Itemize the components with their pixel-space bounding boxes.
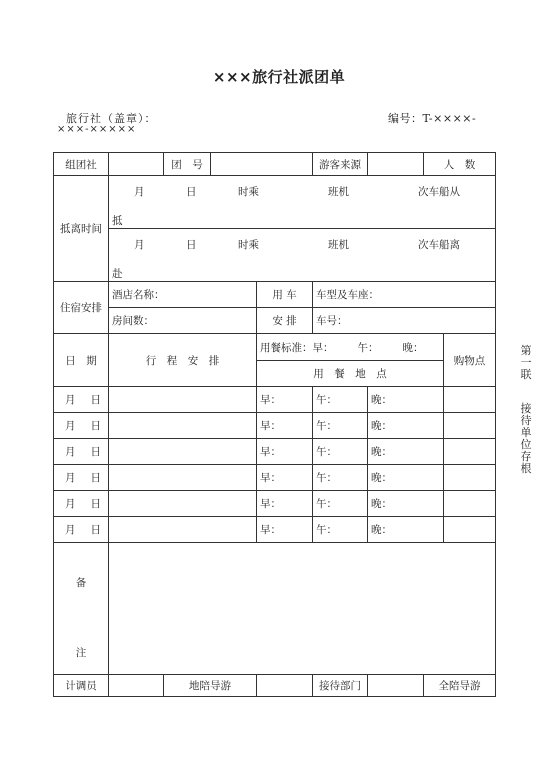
remarks-label-cell: [54, 543, 109, 675]
header-row: [54, 153, 496, 176]
room-count-label: 房间数：: [112, 315, 154, 327]
departure-time: 时乘: [238, 239, 259, 251]
row-month: 月: [65, 498, 76, 510]
footer-row: [54, 675, 496, 697]
arrival-departure-label: 抵离时间: [54, 176, 109, 282]
itinerary-row: [54, 387, 496, 413]
meal-standard-label: 用餐标准：: [260, 341, 313, 354]
form-title: ×××旅行社派团单: [212, 68, 346, 86]
row-shopping[interactable]: [444, 517, 496, 543]
row-shopping[interactable]: [444, 413, 496, 439]
row-breakfast[interactable]: 早：: [257, 517, 313, 543]
hotel-name-label: 酒店名称：: [112, 289, 165, 301]
car-model-label: 车型及车座：: [316, 289, 379, 301]
row-day: 日: [90, 498, 101, 510]
tourist-source-label: 游客来源: [313, 153, 368, 176]
row-month: 月: [65, 472, 76, 484]
row-dinner[interactable]: 晚：: [368, 491, 444, 517]
row-date[interactable]: [54, 465, 109, 491]
row-date[interactable]: [54, 517, 109, 543]
row-lunch[interactable]: 午：: [313, 387, 368, 413]
row-lunch[interactable]: 午：: [313, 413, 368, 439]
row-breakfast[interactable]: 早：: [257, 439, 313, 465]
row-shopping[interactable]: [444, 491, 496, 517]
row-lunch[interactable]: 午：: [313, 491, 368, 517]
remarks-field[interactable]: [109, 543, 496, 675]
local-guide-field[interactable]: [257, 675, 313, 697]
arrival-time: 时乘: [238, 186, 259, 198]
departure-flight: 班机: [328, 239, 349, 251]
row-shopping[interactable]: [444, 465, 496, 491]
meal-place-header: 用 餐 地 点: [257, 361, 444, 387]
serial-number-label: 编号：T-××××-: [388, 112, 477, 125]
departure-vehicle: 次车船离: [418, 239, 460, 251]
row-month: 月: [65, 420, 76, 432]
car-use-label-2: 安 排: [257, 308, 313, 334]
room-count-field[interactable]: [109, 308, 257, 334]
row-breakfast[interactable]: 早：: [257, 491, 313, 517]
remarks-row: [54, 543, 496, 675]
copy-part-note: 第一联: [520, 344, 532, 381]
reception-dept-label: 接待部门: [313, 675, 368, 697]
row-itinerary[interactable]: [109, 439, 257, 465]
group-number-label: 团 号: [164, 153, 211, 176]
row-month: 月: [65, 394, 76, 406]
row-dinner[interactable]: 晚：: [368, 413, 444, 439]
lodging-label: 住宿安排: [54, 282, 109, 334]
row-shopping[interactable]: [444, 387, 496, 413]
depart-label: 赴: [112, 268, 123, 280]
plate-field[interactable]: [313, 308, 496, 334]
dispatcher-label: 计调员: [54, 675, 109, 697]
row-day: 日: [90, 420, 101, 432]
departure-row: [54, 229, 496, 282]
arrival-vehicle: 次车船从: [418, 186, 460, 198]
agency-seal-label: 旅行社（盖章）：: [66, 112, 157, 125]
row-shopping[interactable]: [444, 439, 496, 465]
arrival-month: 月: [134, 186, 145, 198]
itinerary-row: [54, 517, 496, 543]
reception-dept-field[interactable]: [368, 675, 424, 697]
itinerary-header-row-1: [54, 334, 496, 361]
row-date[interactable]: [54, 491, 109, 517]
group-number-field[interactable]: [211, 153, 313, 176]
date-header: 日 期: [54, 334, 109, 387]
car-model-field[interactable]: [313, 282, 496, 308]
meal-standard-dinner: 晚：: [402, 341, 424, 354]
arrival-field[interactable]: [109, 176, 496, 229]
itinerary-row: [54, 465, 496, 491]
arrival-row: [54, 176, 496, 229]
departure-field[interactable]: [109, 229, 496, 282]
row-itinerary[interactable]: [109, 387, 257, 413]
row-day: 日: [90, 394, 101, 406]
meal-standard-cell: [257, 334, 444, 361]
row-itinerary[interactable]: [109, 517, 257, 543]
copy-purpose-note: 接待单位存根: [520, 402, 532, 475]
meal-standard-breakfast: 早：: [312, 341, 334, 354]
tour-leader-label: 全陪导游: [424, 675, 496, 697]
lodging-row-1: [54, 282, 496, 308]
row-lunch[interactable]: 午：: [313, 439, 368, 465]
tourist-source-field[interactable]: [368, 153, 424, 176]
row-lunch[interactable]: 午：: [313, 517, 368, 543]
arrive-label: 抵: [112, 215, 123, 227]
row-dinner[interactable]: 晚：: [368, 465, 444, 491]
departure-day: 日: [186, 239, 197, 251]
row-month: 月: [65, 524, 76, 536]
shopping-header: 购物点: [444, 334, 496, 387]
itinerary-row: [54, 413, 496, 439]
row-breakfast[interactable]: 早：: [257, 413, 313, 439]
row-dinner[interactable]: 晚：: [368, 387, 444, 413]
dispatch-form-table: [53, 152, 496, 697]
row-breakfast[interactable]: 早：: [257, 387, 313, 413]
row-date[interactable]: [54, 413, 109, 439]
itinerary-row: [54, 491, 496, 517]
row-day: 日: [90, 446, 101, 458]
plate-label: 车号：: [316, 315, 348, 327]
meal-standard-lunch: 午：: [357, 341, 379, 354]
departure-month: 月: [134, 239, 145, 251]
group-agency-label: 组团社: [54, 153, 109, 176]
hotel-name-field[interactable]: [109, 282, 257, 308]
row-breakfast[interactable]: 早：: [257, 465, 313, 491]
group-agency-field[interactable]: [109, 153, 164, 176]
row-day: 日: [90, 524, 101, 536]
remarks-label-bottom: 注: [75, 646, 87, 659]
itinerary-header: 行 程 安 排: [109, 334, 257, 387]
row-month: 月: [65, 446, 76, 458]
local-guide-label: 地陪导游: [164, 675, 257, 697]
row-itinerary[interactable]: [109, 465, 257, 491]
row-lunch[interactable]: 午：: [313, 465, 368, 491]
car-use-label-1: 用 车: [257, 282, 313, 308]
row-dinner[interactable]: 晚：: [368, 439, 444, 465]
row-date[interactable]: [54, 439, 109, 465]
row-itinerary[interactable]: [109, 491, 257, 517]
headcount-label: 人 数: [424, 153, 496, 176]
itinerary-row: [54, 439, 496, 465]
row-date[interactable]: [54, 387, 109, 413]
agency-seal-continuation: ×××-×××××: [57, 124, 137, 135]
lodging-row-2: [54, 308, 496, 334]
dispatcher-field[interactable]: [109, 675, 164, 697]
row-day: 日: [90, 472, 101, 484]
arrival-flight: 班机: [328, 186, 349, 198]
row-dinner[interactable]: 晚：: [368, 517, 444, 543]
arrival-day: 日: [186, 186, 197, 198]
remarks-label-top: 备: [75, 576, 87, 589]
row-itinerary[interactable]: [109, 413, 257, 439]
